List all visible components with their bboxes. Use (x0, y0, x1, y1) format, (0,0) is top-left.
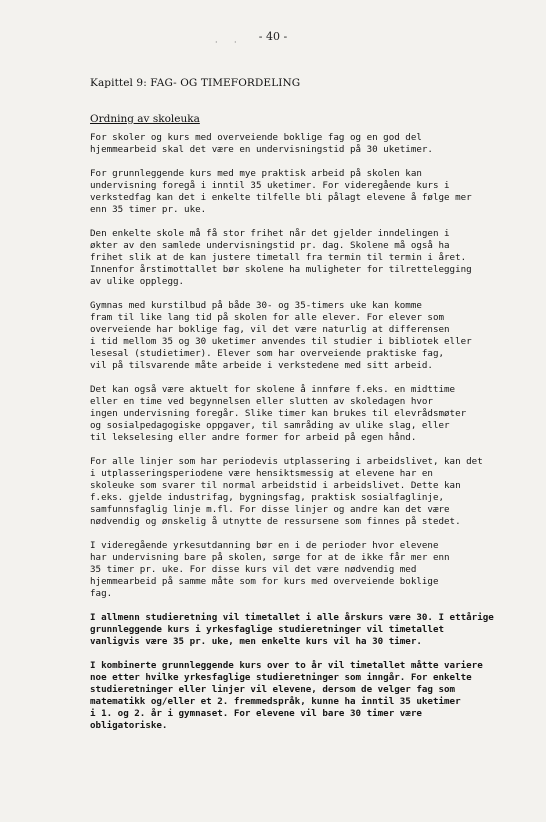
paragraph (90, 540, 490, 600)
paragraph (90, 456, 490, 528)
text-line: I allmenn studieretning vil timetallet i alle årskurs være 30. I ettårige (90, 612, 494, 623)
text-line: grunnleggende kurs i yrkesfaglige studieretninger vil timetallet (90, 624, 445, 635)
text-line: f.eks. gjelde industrifag, bygningsfag, praktisk sosialfaglinje, (90, 492, 445, 503)
text-line: Gymnas med kurstilbud på både 30- og 35-timers uke kan komme (90, 300, 422, 311)
speck: · (234, 38, 237, 47)
text-line: Det kan også være aktuelt for skolene å innføre f.eks. en midttime (90, 384, 456, 395)
text-line: av ulike opplegg. (90, 276, 185, 287)
text-line: 35 timer pr. uke. For disse kurs vil det være nødvendig med (90, 564, 417, 575)
text-line: eller en time ved begynnelsen eller slutten av skoledagen hvor (90, 396, 433, 407)
paragraph (90, 660, 490, 732)
body-text (90, 132, 494, 744)
text-line: overveiende har boklige fag, vil det være naturlig at differensen (90, 324, 450, 335)
text-line: enn 35 timer pr. uke. (90, 204, 207, 215)
text-line: undervisning foregå i inntil 35 uketimer. For videregående kurs i (90, 180, 450, 191)
text-line: Den enkelte skole må få stor frihet når det gjelder inndelingen i (90, 228, 450, 239)
section-title: Ordning av skoleuka (90, 113, 200, 125)
paragraph (90, 168, 490, 216)
text-line: fag. (90, 588, 113, 599)
text-line: hjemmearbeid skal det være en undervisningstid på 30 uketimer. (90, 144, 433, 155)
text-line: noe etter hvilke yrkesfaglige studieretninger som inngår. For enkelte (90, 672, 472, 683)
text-line: til lekselesing eller andre former for arbeid på egen hånd. (90, 432, 417, 443)
paragraph (90, 132, 490, 156)
text-line: frihet slik at de kan justere timetall fra termin til termin i året. (90, 252, 467, 263)
text-line: For grunnleggende kurs med mye praktisk arbeid på skolen kan (90, 168, 422, 179)
text-line: I kombinerte grunnleggende kurs over to år vil timetallet måtte variere (90, 660, 483, 671)
text-line: studieretninger eller linjer vil elevene, dersom de velger fag som (90, 684, 456, 695)
text-line: nødvendig og ønskelig å utnytte de ressursene som finnes på stedet. (90, 516, 461, 527)
text-line: i utplasseringsperiodene være hensiktsmessig at elevene har en (90, 468, 433, 479)
text-line: ingen undervisning foregår. Slike timer kan brukes til elevrådsmøter (90, 408, 467, 419)
paragraph (90, 612, 494, 648)
paragraph (90, 384, 490, 444)
paragraph (90, 300, 490, 372)
paragraph (90, 228, 490, 288)
chapter-title: Kapittel 9: FAG- OG TIMEFORDELING (90, 77, 301, 89)
text-line: og sosialpedagogiske oppgaver, til samråding av ulike slag, eller (90, 420, 450, 431)
text-line: lesesal (studietimer). Elever som har overveiende praktiske fag, (90, 348, 445, 359)
text-line: skoleuke som svarer til normal arbeidstid i arbeidslivet. Dette kan (90, 480, 461, 491)
text-line: vanligvis være 35 pr. uke, men enkelte kurs vil ha 30 timer. (90, 636, 422, 647)
speck: · (215, 38, 218, 47)
text-line: fram til like lang tid på skolen for alle elever. For elever som (90, 312, 445, 323)
text-line: verkstedfag kan det i enkelte tilfelle bli pålagt elevene å følge mer (90, 192, 472, 203)
text-line: hjemmearbeid på samme måte som for kurs med overveiende boklige (90, 576, 439, 587)
text-line: samfunnsfaglig linje m.fl. For disse linjer og andre kan det være (90, 504, 450, 515)
text-line: vil på tilsvarende måte arbeide i verkstedene med sitt arbeid. (90, 360, 433, 371)
text-line: For alle linjer som har periodevis utplassering i arbeidslivet, kan det (90, 456, 483, 467)
text-line: obligatoriske. (90, 720, 168, 731)
text-line: matematikk og/eller et 2. fremmedspråk, kunne ha inntil 35 uketimer (90, 696, 461, 707)
text-line: Innenfor årstimottallet bør skolene ha muligheter for tilrettelegging (90, 264, 472, 275)
text-line: i 1. og 2. år i gymnaset. For elevene vil bare 30 timer være (90, 708, 422, 719)
text-line: økter av den samlede undervisningstid pr. dag. Skolene må også ha (90, 240, 450, 251)
text-line: har undervisning bare på skolen, sørge for at de ikke får mer enn (90, 552, 450, 563)
page-number: - 40 - (258, 30, 288, 43)
text-line: For skoler og kurs med overveiende boklige fag og en god del (90, 132, 422, 143)
text-line: i tid mellom 35 og 30 uketimer anvendes til studier i bibliotek eller (90, 336, 472, 347)
text-line: I videregående yrkesutdanning bør en i de perioder hvor elevene (90, 540, 439, 551)
